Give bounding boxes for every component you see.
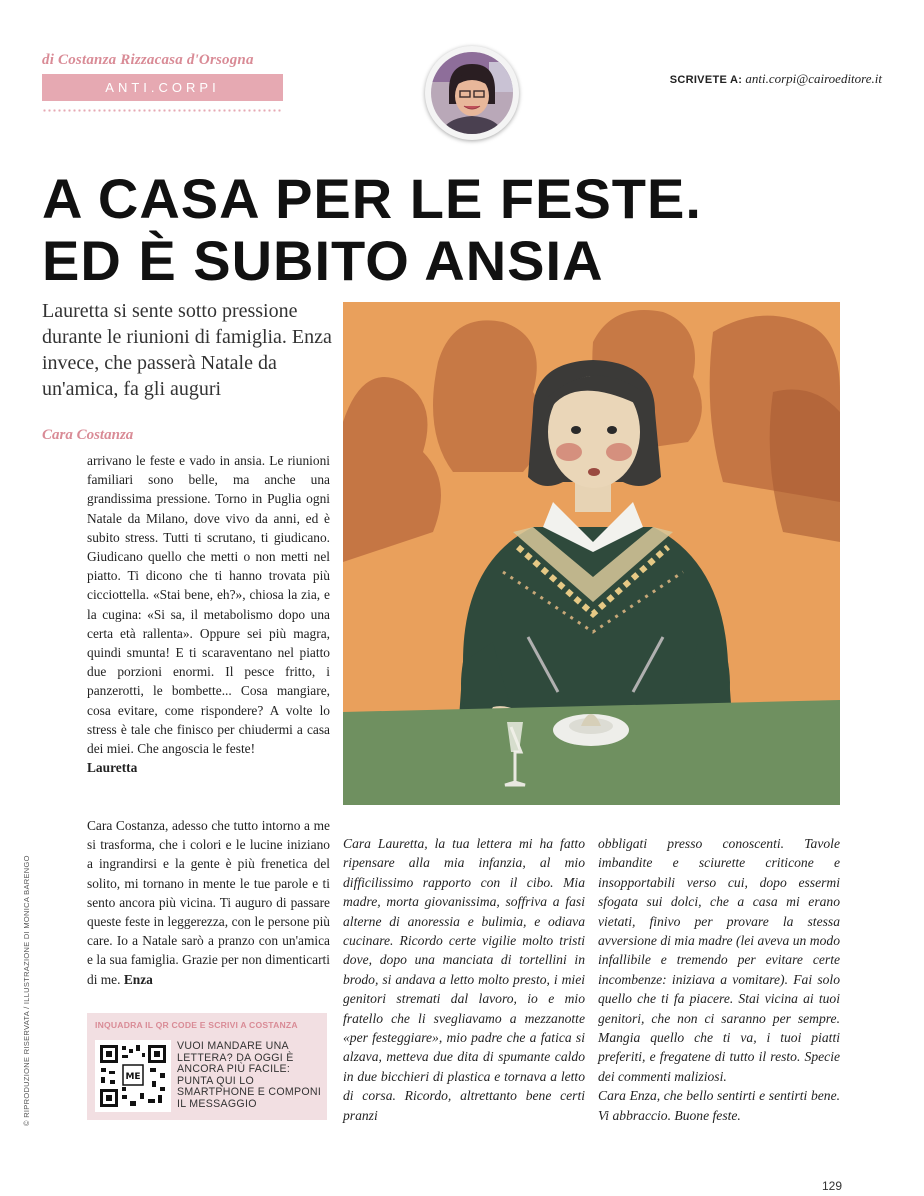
letter-enza-body: Cara Costanza, adesso che tutto intorno a me si trasforma, che i colori e le lucine iniziano a ingrandirsi e la gente è più frenetica del solito, mi tornano in mente le tue parole e ti sento ancora più vicina. Ti auguro di passare queste feste in leggerezza, con le persone più care. Io a Natale sarò a pranzo con un'amica e la sua famiglia. Grazie per non dimenticarti di me. — [87, 818, 330, 987]
qr-code-icon[interactable] — [95, 1040, 171, 1112]
illustration-credit: © RIPRODUZIONE RISERVATA / ILLUSTRAZIONE DI MONICA BARENGO — [22, 855, 31, 1126]
letter-lauretta-signature: Lauretta — [87, 760, 138, 776]
contact-label: SCRIVETE A: — [669, 74, 743, 86]
qr-callout-text: VUOI MANDARE UNA LETTERA? DA OGGI È ANCORA PIÙ FACILE: PUNTA QUI LO SMARTPHONE E COMPONI IL MESSAGGIO — [177, 1040, 322, 1110]
author-photo — [431, 52, 513, 134]
qr-code-graphic — [98, 1043, 168, 1109]
letter-enza — [87, 816, 330, 989]
woman-at-table-illustration — [343, 302, 840, 805]
contact-line — [670, 71, 882, 87]
letter-lauretta-body: arrivano le feste e vado in ansia. Le riunioni familiari sono belle, ma anche una grandissima pressione. Torno in Puglia ogni Natale da Milano, dove vivo da anni, ed è subito stress. Tutti ti scrutano, ti giudicano. Giudicano quello che metti o non metti nel piatto. Ti dicono che ti hanno trovata più cicciottella. «Stai bene, eh?», chiosa la zia, e la cugina: «Si sa, il metabolismo dopo una certa età rallenta». Oppure sei più magra, quindi smunta! E ti scaraventano nel piatto due porzioni enormi. Il pesce fritto, i panzerotti, le bombette... Cosa mangiare, cosa evitare, come rispondere? A volte lo stress è tale che finisco per chiudermi a casa dei miei. Che angoscia le feste! — [87, 453, 330, 757]
qr-center-label: ME — [125, 1072, 141, 1082]
article-illustration — [343, 302, 840, 805]
dotted-divider — [42, 109, 283, 112]
reply-to-enza: Cara Enza, che bello sentirti e sentirti bene. Vi abbraccio. Buone feste. — [598, 1088, 840, 1123]
page-number: 129 — [821, 1179, 842, 1193]
reply-column-2 — [598, 834, 840, 1125]
author-byline: di Costanza Rizzacasa d'Orsogna — [42, 52, 254, 68]
headline-line-2: ED È SUBITO ANSIA — [42, 229, 604, 292]
letter-salutation: Cara Costanza — [42, 427, 134, 443]
column-rubric: ANTI.CORPI — [42, 74, 283, 101]
deck-subtitle: Lauretta si sente sotto pressione durante le riunioni di famiglia. Enza invece, che passerà Natale da un'amica, fa gli auguri — [42, 300, 332, 400]
author-avatar — [425, 46, 519, 140]
reply-column-1: Cara Lauretta, la tua lettera mi ha fatto ripensare alla mia infanzia, al mio difficilissimo rapporto con il cibo. Mia madre, morta giovanissima, soffriva a fasi alterne di anoressia e bulimia, e odiava cucinare. Ricordo certe vigilie molto tristi dove, dopo una manciata di tortellini in brodo, si andava a letto molto presto, i miei genitori stremati dal lavoro, io e mio fratello che li svegliavamo a mezzanotte «per festeggiare», mio padre che a fatica si alzava, metteva due dita di spumante caldo in due bicchieri di plastica e tornava a letto di corsa. Ricordo, altrettanto bene certi pranzi — [343, 836, 585, 1123]
letter-lauretta — [87, 451, 330, 777]
qr-callout-box — [87, 1013, 327, 1120]
contact-email[interactable]: anti.corpi@cairoeditore.it — [745, 71, 882, 86]
headline-line-1: A CASA PER LE FESTE. — [42, 167, 702, 230]
qr-callout-title: INQUADRA IL QR CODE E SCRIVI A COSTANZA — [95, 1020, 298, 1030]
headline — [42, 168, 702, 292]
reply-to-lauretta-end: obbligati presso conoscenti. Tavole imbandite e sciurette criticone e insopportabili verso cui, dopo essermi sfogata sui dolci, che a casa mi erano vietati, finivo per provare la stessa avversione di mia madre (lei aveva un modo infallibile e tremendo per evitare certe incombenze: iniziava a vomitare). Fai solo quello che ti fa piacere. Stai vicina ai tuoi genitori, che non ci saranno per sempre. Mangia quello che ti va, i tuoi piatti preferiti, e fregatene di tutto il resto. Specie dei commenti maliziosi. — [598, 836, 840, 1084]
letter-enza-signature: Enza — [123, 971, 153, 987]
